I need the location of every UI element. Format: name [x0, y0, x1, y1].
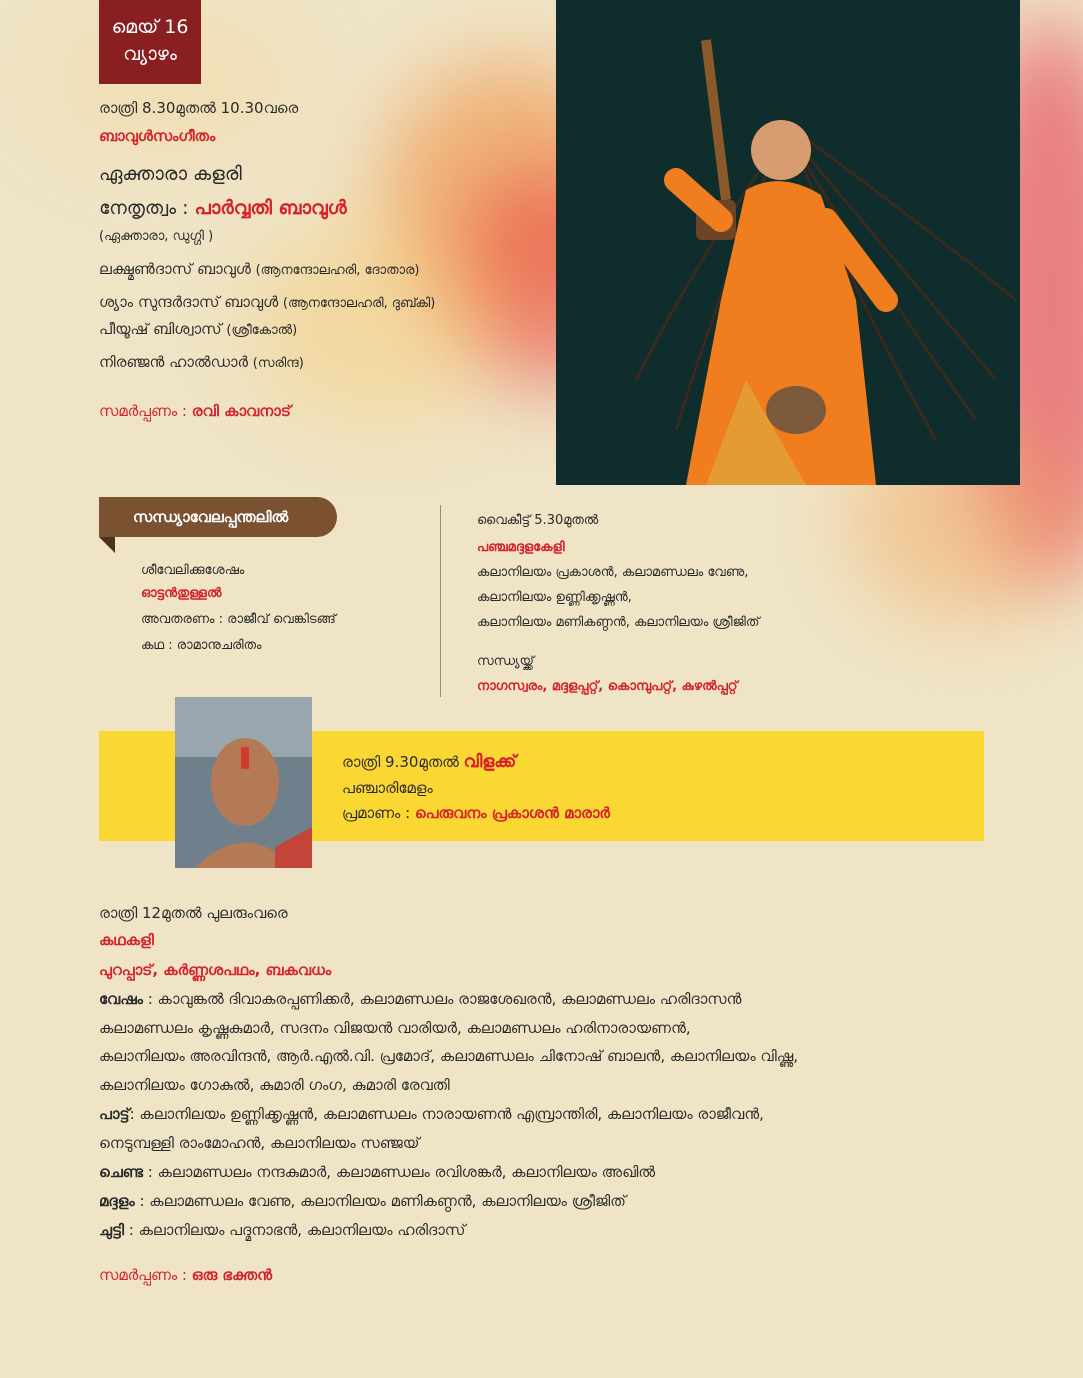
member-instrument: (ശ്രീകോൽ)	[226, 323, 298, 338]
vilakku-type: പഞ്ചാരിമേളം	[342, 779, 433, 797]
vilakku-lead	[342, 804, 610, 822]
section-banner: സന്ധ്യാവേലപ്പന്തലിൽ	[99, 497, 337, 537]
chenda-label: ചെണ്ട	[99, 1163, 143, 1181]
vesham-label: വേഷം	[99, 990, 143, 1008]
panchamaddalam-time: വൈകീട്ട് 5.30മുതൽ	[477, 513, 599, 528]
bauls-troupe: ഏക്താരാ കളരി	[99, 163, 242, 185]
maddalam-artists: : കലാമണ്ഡലം വേണു, കലാനിലയം മണികണ്ഠൻ, കലാനിലയം ശ്രീജിത്	[134, 1192, 626, 1210]
bauls-member	[99, 353, 304, 371]
bauls-title: ബാവുൾസംഗീതം	[99, 127, 216, 145]
kathakali-time: രാത്രി 12മുതൽ പുലരുംവരെ	[99, 904, 288, 922]
date-badge	[99, 0, 201, 84]
bauls-member	[99, 293, 435, 311]
paattu-artists: : കലാനിലയം ഉണ്ണിക്കൃഷ്ണൻ, കലാമണ്ഡലം നാരായണൻ എമ്പ്രാന്തിരി, കലാനിലയം രാജീവൻ,	[129, 1105, 764, 1123]
bauls-member	[99, 260, 419, 278]
banner-fold	[99, 537, 115, 553]
vesham-artists: : കാവുങ്കൽ ദിവാകരപ്പണിക്കർ, കലാമണ്ഡലം രാജശേഖരൻ, കലാമണ്ഡലം ഹരിദാസൻ	[142, 990, 742, 1008]
kathakali-stories: പുറപ്പാട്, കർണ്ണശപഥം, ബകവധം	[99, 961, 332, 979]
dusk-items: നാഗസ്വരം, മദ്ദളപ്പറ്റ്, കൊമ്പുപറ്റ്, കുഴൽപ്പറ്റ്	[477, 679, 738, 694]
bauls-time: രാത്രി 8.30മുതൽ 10.30വരെ	[99, 99, 299, 117]
ottanthullal-story: കഥ : രാമാനുചരിതം	[141, 638, 262, 653]
column-divider	[440, 505, 441, 697]
bauls-lead-name: പാർവ്വതി ബാവുൾ	[194, 197, 347, 219]
vilakku-heading	[342, 752, 516, 772]
bauls-member	[99, 320, 297, 338]
chutti-label: ചുട്ടി	[99, 1221, 125, 1239]
date-day: മെയ് 16	[111, 16, 189, 38]
bauls-lead-instruments: (ഏക്താരാ, ഡുഗ്ഗി )	[99, 229, 214, 244]
dedication-label: സമർപ്പണം :	[99, 1266, 192, 1284]
chutti-line	[99, 1221, 465, 1239]
dedication-name: ഒരു ഭക്തൻ	[191, 1266, 273, 1284]
maestro-photo	[175, 697, 312, 868]
panchamaddalam-artists: കലാനിലയം മണികണ്ഠൻ, കലാനിലയം ശ്രീജിത്	[477, 615, 760, 630]
vesham-artists: കലാനിലയം ഗോകുൽ, കുമാരി ഗംഗ, കുമാരി രേവതി	[99, 1076, 450, 1094]
vesham-line	[99, 990, 741, 1008]
dedication-label: സമർപ്പണം :	[99, 402, 192, 420]
vilakku-lead-label: പ്രമാണം :	[342, 804, 415, 822]
member-name: പീയൂഷ് ബിശ്വാസ്	[99, 320, 227, 338]
vilakku-lead-name: പെരുവനം പ്രകാശൻ മാരാർ	[414, 804, 610, 822]
bauls-dedication	[99, 402, 291, 420]
chenda-artists: : കലാമണ്ഡലം നന്ദകുമാർ, കലാമണ്ഡലം രവിശങ്കർ, കലാനിലയം അഖിൽ	[143, 1163, 656, 1181]
ottanthullal-title: ഓട്ടൻതുള്ളൽ	[141, 586, 222, 601]
vesham-artists: കലാനിലയം അരവിന്ദൻ, ആർ.എൽ.വി. പ്രമോദ്, കലാമണ്ഡലം ചിനോഷ് ബാലൻ, കലാനിലയം വിഷ്ണു,	[99, 1047, 799, 1065]
paattu-line	[99, 1105, 764, 1123]
dusk-label: സന്ധ്യയ്ക്ക്	[477, 654, 534, 669]
member-name: ലക്ഷ്മൺദാസ് ബാവുൾ	[99, 260, 256, 278]
chenda-line	[99, 1163, 655, 1181]
chutti-artists: : കലാനിലയം പദ്മനാഭൻ, കലാനിലയം ഹരിദാസ്	[124, 1221, 466, 1239]
paattu-label: പാട്ട്	[99, 1105, 130, 1123]
bauls-lead-label: നേതൃത്വം :	[99, 197, 195, 219]
bauls-lead	[99, 197, 347, 219]
panchamaddalam-artists: കലാനിലയം ഉണ്ണിക്കൃഷ്ണൻ,	[477, 590, 632, 605]
performer-photo	[556, 0, 1020, 485]
panchamaddalam-title: പഞ്ചമദ്ദളകേളി	[477, 540, 565, 555]
dedication-name: രവി കാവനാട്	[191, 402, 291, 420]
kathakali-dedication	[99, 1266, 272, 1284]
kathakali-title: കഥകളി	[99, 931, 154, 949]
member-instrument: (ആനന്ദോലഹരി, ദുബ്കി)	[282, 296, 436, 311]
member-instrument: (ആനന്ദോലഹരി, ദോതാര)	[255, 263, 420, 278]
ottanthullal-after: ശീവേലിക്കുശേഷം	[141, 563, 245, 578]
member-name: ശ്യാം സുന്ദർദാസ് ബാവുൾ	[99, 293, 283, 311]
vilakku-time: രാത്രി 9.30മുതൽ	[342, 753, 464, 771]
maddalam-line	[99, 1192, 626, 1210]
ottanthullal-presenter: അവതരണം : രാജീവ് വെങ്കിടങ്ങ്	[141, 612, 336, 627]
paattu-artists: നെടുമ്പള്ളി രാംമോഹൻ, കലാനിലയം സഞ്ജയ്	[99, 1134, 420, 1152]
maddalam-label: മദ്ദളം	[99, 1192, 135, 1210]
member-name: നിരഞ്ജൻ ഹാൽഡാർ	[99, 353, 253, 371]
vilakku-title: വിളക്ക്	[463, 752, 517, 772]
vesham-artists: കലാമണ്ഡലം കൃഷ്ണകുമാർ, സദനം വിജയൻ വാരിയർ, കലാമണ്ഡലം ഹരിനാരായണൻ,	[99, 1019, 691, 1037]
date-weekday: വ്യാഴം	[123, 43, 177, 65]
panchamaddalam-artists: കലാനിലയം പ്രകാശൻ, കലാമണ്ഡലം വേണു,	[477, 565, 749, 580]
member-instrument: (സരിന്ദ)	[252, 356, 304, 371]
